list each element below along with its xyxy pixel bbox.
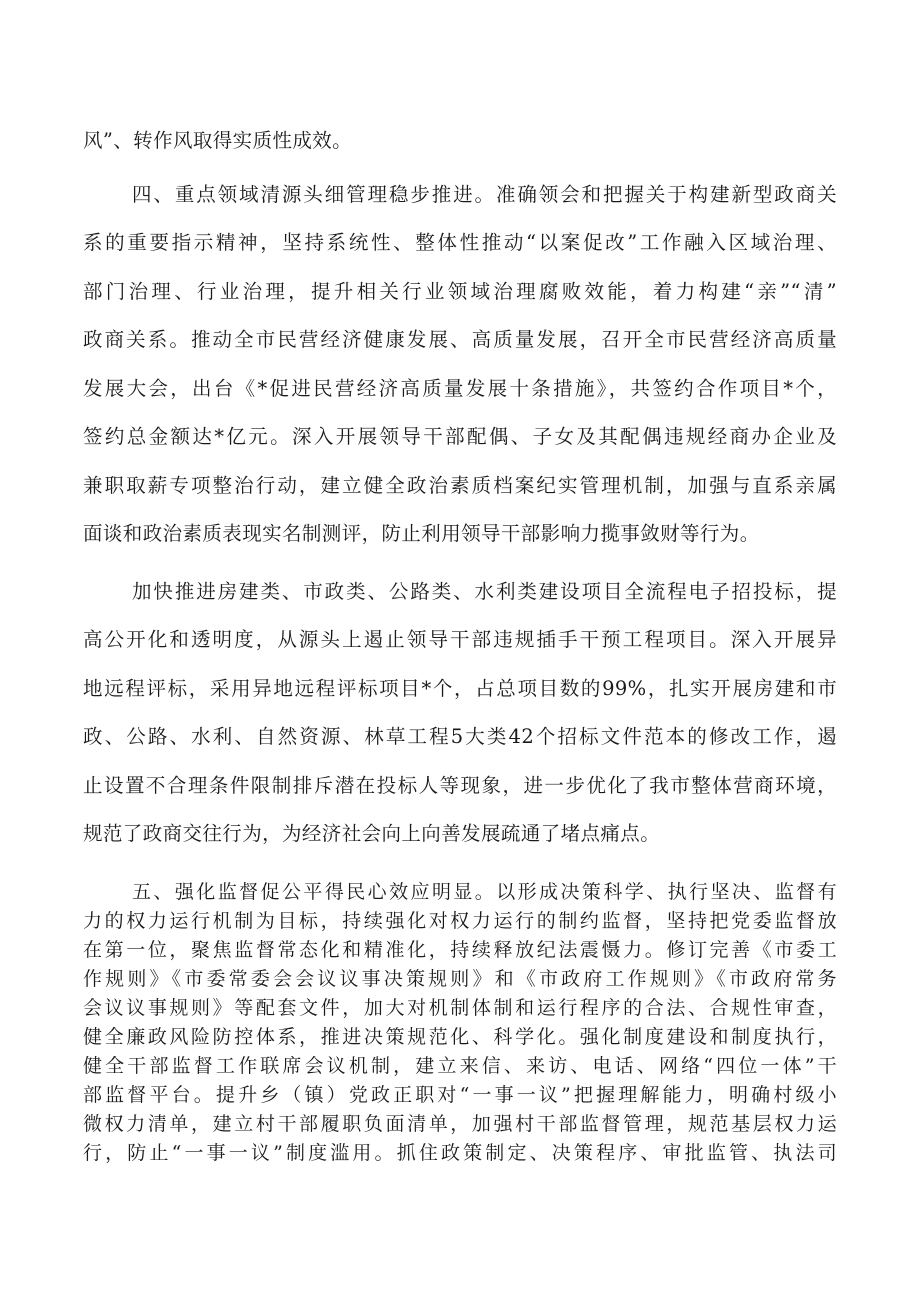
paragraph-2-line-2: 系的重要指示精神，坚持系统性、整体性推动“以案促改”工作融入区域治理、 <box>83 231 837 254</box>
paragraph-4-line-10: 行，防止“一事一议”制度滥用。抓住政策制定、决策程序、审批监管、执法司 <box>83 1142 837 1164</box>
paragraph-4-line-9: 微权力清单，建立村干部履职负面清单，加强村干部监督管理，规范基层权力运 <box>83 1113 837 1135</box>
paragraph-3-line-2: 高公开化和透明度，从源头上遏止领导干部违规插手干预工程项目。深入开展异 <box>83 628 837 651</box>
paragraph-4-line-7: 健全干部监督工作联席会议机制，建立来信、来访、电话、网络“四位一体”干 <box>83 1055 837 1077</box>
paragraph-4-line-8: 部监督平台。提升乡（镇）党政正职对“一事一议”把握理解能力，明确村级小 <box>83 1084 837 1106</box>
paragraph-4-line-1: 五、强化监督促公平得民心效应明显。以形成决策科学、执行坚决、监督有 <box>132 881 837 903</box>
paragraph-2-line-7: 兼职取薪专项整治行动，建立健全政治素质档案纪实管理机制，加强与直系亲属 <box>83 474 837 497</box>
paragraph-3-line-6: 规范了政商交往行为，为经济社会向上向善发展疏通了堵点痛点。 <box>83 822 661 845</box>
paragraph-3-line-1: 加快推进房建类、市政类、公路类、水利类建设项目全流程电子招投标，提 <box>132 580 837 603</box>
paragraph-2-line-5: 发展大会，出台《*促进民营经济高质量发展十条措施》，共签约合作项目*个， <box>83 377 837 400</box>
paragraph-2-line-3: 部门治理、行业治理，提升相关行业领域治理腐败效能，着力构建“亲”“清” <box>83 280 837 303</box>
paragraph-2-line-1: 四、重点领域清源头细管理稳步推进。准确领会和把握关于构建新型政商关 <box>132 183 837 206</box>
paragraph-4-line-6: 健全廉政风险防控体系，推进决策规范化、科学化。强化制度建设和制度执行， <box>83 1026 837 1048</box>
paragraph-3-line-4: 政、公路、水利、自然资源、林草工程5大类42个招标文件范本的修改工作，遏 <box>83 725 837 748</box>
paragraph-3-line-5: 止设置不合理条件限制排斥潜在投标人等现象，进一步优化了我市整体营商环境， <box>83 774 837 797</box>
paragraph-4-line-4: 作规则》《市委常委会会议议事决策规则》和《市政府工作规则》《市政府常务 <box>83 968 837 990</box>
paragraph-2-line-6: 签约总金额达*亿元。深入开展领导干部配偶、子女及其配偶违规经商办企业及 <box>83 425 837 448</box>
paragraph-4-line-2: 力的权力运行机制为目标，持续强化对权力运行的制约监督，坚持把党委监督放 <box>83 910 837 932</box>
paragraph-2-line-8: 面谈和政治素质表现实名制测评，防止利用领导干部影响力揽事敛财等行为。 <box>83 522 760 545</box>
paragraph-3-line-3: 地远程评标，采用异地远程评标项目*个，占总项目数的99%，扎实开展房建和市 <box>83 677 837 700</box>
paragraph-2-line-4: 政商关系。推动全市民营经济健康发展、高质量发展，召开全市民营经济高质量 <box>83 328 837 351</box>
paragraph-4-line-5: 会议议事规则》等配套文件，加大对机制体制和运行程序的合法、合规性审查， <box>83 997 837 1019</box>
paragraph-1-line-1: 风”、转作风取得实质性成效。 <box>83 129 353 152</box>
paragraph-4-line-3: 在第一位，聚焦监督常态化和精准化，持续释放纪法震慑力。修订完善《市委工 <box>83 939 837 961</box>
